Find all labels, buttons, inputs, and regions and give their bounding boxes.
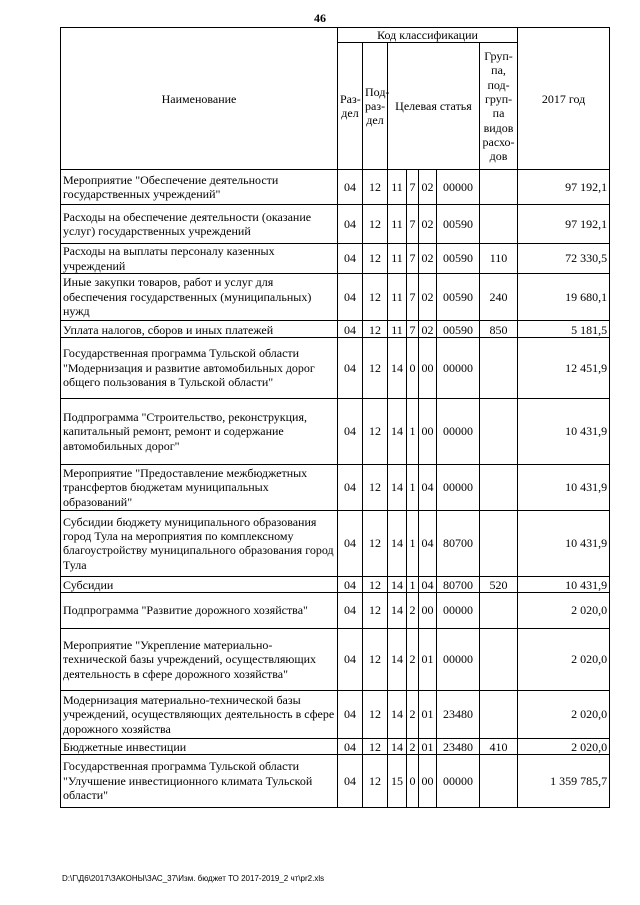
row-target-event: 02 [419, 205, 437, 244]
row-name: Мероприятие "Укрепление материально-технической базы учреждений, осуществляющих деятельность в сфере дорожного хозяйства" [61, 628, 338, 690]
row-target-program: 11 [388, 273, 407, 320]
row-expense-group: 410 [480, 738, 518, 754]
row-target-direction: 00000 [437, 592, 480, 628]
row-name: Бюджетные инвестиции [61, 738, 338, 754]
row-name: Иные закупки товаров, работ и услуг для обеспечения государственных (муниципальных) нужд [61, 273, 338, 320]
row-name: Субсидии [61, 576, 338, 592]
row-target-event: 01 [419, 628, 437, 690]
row-amount: 97 192,1 [518, 170, 610, 205]
row-target-subprogram: 1 [407, 464, 419, 510]
row-podrazdel: 12 [363, 510, 388, 576]
table-body [61, 170, 610, 808]
row-podrazdel: 12 [363, 576, 388, 592]
header-target-article: Целевая статья [388, 43, 480, 170]
row-amount: 10 431,9 [518, 398, 610, 464]
row-expense-group: 240 [480, 273, 518, 320]
row-target-subprogram: 7 [407, 244, 419, 274]
row-target-event: 00 [419, 398, 437, 464]
row-expense-group [480, 205, 518, 244]
row-amount: 10 431,9 [518, 464, 610, 510]
row-target-subprogram: 2 [407, 592, 419, 628]
row-razdel: 04 [338, 576, 363, 592]
row-target-subprogram: 2 [407, 628, 419, 690]
row-razdel: 04 [338, 337, 363, 398]
table-row [61, 205, 610, 244]
row-target-direction: 00000 [437, 628, 480, 690]
row-razdel: 04 [338, 398, 363, 464]
row-podrazdel: 12 [363, 337, 388, 398]
row-target-subprogram: 7 [407, 170, 419, 205]
header-razdel: Раз- дел [338, 43, 363, 170]
file-path-footer: D:\Г\Д6\2017\ЗАКОНЫ\ЗАС_37\Изм. бюджет ТО 2017-2019_2 чт\pr2.xls [62, 874, 325, 883]
row-podrazdel: 12 [363, 205, 388, 244]
budget-table [60, 27, 610, 808]
row-target-event: 02 [419, 320, 437, 337]
row-razdel: 04 [338, 754, 363, 807]
row-expense-group: 850 [480, 320, 518, 337]
row-target-event: 00 [419, 337, 437, 398]
table-row [61, 170, 610, 205]
row-target-event: 02 [419, 244, 437, 274]
row-target-event: 00 [419, 754, 437, 807]
row-target-program: 14 [388, 576, 407, 592]
row-target-program: 11 [388, 170, 407, 205]
row-target-program: 14 [388, 628, 407, 690]
header-podrazdel: Под- раз- дел [363, 43, 388, 170]
row-expense-group [480, 464, 518, 510]
row-podrazdel: 12 [363, 398, 388, 464]
row-target-direction: 00590 [437, 244, 480, 274]
row-name: Расходы на выплаты персоналу казенных учреждений [61, 244, 338, 274]
row-target-event: 04 [419, 464, 437, 510]
table-row [61, 464, 610, 510]
row-razdel: 04 [338, 690, 363, 738]
row-name: Расходы на обеспечение деятельности (оказание услуг) государственных учреждений [61, 205, 338, 244]
row-podrazdel: 12 [363, 320, 388, 337]
row-expense-group [480, 592, 518, 628]
row-razdel: 04 [338, 273, 363, 320]
row-target-program: 11 [388, 244, 407, 274]
row-target-event: 04 [419, 510, 437, 576]
row-target-direction: 00590 [437, 320, 480, 337]
row-target-program: 14 [388, 510, 407, 576]
row-amount: 5 181,5 [518, 320, 610, 337]
row-target-program: 14 [388, 398, 407, 464]
row-podrazdel: 12 [363, 690, 388, 738]
row-target-direction: 80700 [437, 510, 480, 576]
page-number: 46 [314, 11, 326, 25]
row-amount: 2 020,0 [518, 690, 610, 738]
row-target-direction: 00000 [437, 754, 480, 807]
row-razdel: 04 [338, 244, 363, 274]
row-target-event: 01 [419, 690, 437, 738]
table-row [61, 244, 610, 274]
row-target-program: 14 [388, 592, 407, 628]
row-razdel: 04 [338, 464, 363, 510]
row-podrazdel: 12 [363, 628, 388, 690]
row-expense-group [480, 170, 518, 205]
header-year: 2017 год [518, 28, 610, 170]
row-target-event: 02 [419, 273, 437, 320]
row-name: Мероприятие "Предоставление межбюджетных трансфертов бюджетам муниципальных образований" [61, 464, 338, 510]
row-razdel: 04 [338, 205, 363, 244]
row-target-program: 11 [388, 320, 407, 337]
row-podrazdel: 12 [363, 273, 388, 320]
row-expense-group [480, 398, 518, 464]
row-podrazdel: 12 [363, 170, 388, 205]
table-row [61, 592, 610, 628]
row-target-direction: 00000 [437, 337, 480, 398]
row-expense-group [480, 510, 518, 576]
row-amount: 10 431,9 [518, 510, 610, 576]
row-target-direction: 00590 [437, 273, 480, 320]
row-target-program: 11 [388, 205, 407, 244]
row-amount: 12 451,9 [518, 337, 610, 398]
table-row [61, 398, 610, 464]
row-expense-group: 110 [480, 244, 518, 274]
row-podrazdel: 12 [363, 464, 388, 510]
row-name: Модернизация материально-технической базы учреждений, осуществляющих деятельность в сфере дорожного хозяйства [61, 690, 338, 738]
row-target-direction: 00590 [437, 205, 480, 244]
header-classification: Код классификации [338, 28, 518, 43]
row-target-event: 01 [419, 738, 437, 754]
row-expense-group [480, 754, 518, 807]
row-target-subprogram: 0 [407, 754, 419, 807]
row-razdel: 04 [338, 320, 363, 337]
row-amount: 1 359 785,7 [518, 754, 610, 807]
row-name: Уплата налогов, сборов и иных платежей [61, 320, 338, 337]
row-target-direction: 23480 [437, 738, 480, 754]
row-razdel: 04 [338, 738, 363, 754]
row-target-program: 14 [388, 464, 407, 510]
row-razdel: 04 [338, 170, 363, 205]
row-name: Подпрограмма "Строительство, реконструкция, капитальный ремонт, ремонт и содержание автомобильных дорог" [61, 398, 338, 464]
row-amount: 10 431,9 [518, 576, 610, 592]
table-row [61, 320, 610, 337]
table-row [61, 754, 610, 807]
row-amount: 2 020,0 [518, 738, 610, 754]
row-podrazdel: 12 [363, 244, 388, 274]
row-expense-group [480, 337, 518, 398]
row-amount: 97 192,1 [518, 205, 610, 244]
row-target-program: 15 [388, 754, 407, 807]
row-amount: 2 020,0 [518, 628, 610, 690]
row-target-subprogram: 7 [407, 320, 419, 337]
row-target-subprogram: 1 [407, 510, 419, 576]
row-name: Государственная программа Тульской области "Улучшение инвестиционного климата Тульской области" [61, 754, 338, 807]
row-podrazdel: 12 [363, 754, 388, 807]
row-target-event: 00 [419, 592, 437, 628]
row-target-subprogram: 0 [407, 337, 419, 398]
header-group: Груп- па, под- груп- па видов расхо- дов [480, 43, 518, 170]
row-target-subprogram: 7 [407, 273, 419, 320]
table-header [61, 28, 610, 170]
row-amount: 19 680,1 [518, 273, 610, 320]
table-row [61, 273, 610, 320]
row-target-direction: 80700 [437, 576, 480, 592]
row-amount: 2 020,0 [518, 592, 610, 628]
row-target-direction: 00000 [437, 398, 480, 464]
row-target-subprogram: 1 [407, 398, 419, 464]
row-amount: 72 330,5 [518, 244, 610, 274]
table-row [61, 510, 610, 576]
row-name: Государственная программа Тульской области "Модернизация и развитие автомобильных дорог общего пользования в Тульской области" [61, 337, 338, 398]
row-razdel: 04 [338, 510, 363, 576]
table-row [61, 628, 610, 690]
row-target-subprogram: 2 [407, 738, 419, 754]
row-target-subprogram: 2 [407, 690, 419, 738]
row-podrazdel: 12 [363, 592, 388, 628]
row-expense-group: 520 [480, 576, 518, 592]
row-name: Субсидии бюджету муниципального образования город Тула на мероприятия по комплексному благоустройству муниципального образования город Тула [61, 510, 338, 576]
row-target-direction: 23480 [437, 690, 480, 738]
row-name: Мероприятие "Обеспечение деятельности государственных учреждений" [61, 170, 338, 205]
row-expense-group [480, 628, 518, 690]
row-target-direction: 00000 [437, 170, 480, 205]
row-podrazdel: 12 [363, 738, 388, 754]
row-target-program: 14 [388, 690, 407, 738]
table-row [61, 738, 610, 754]
row-razdel: 04 [338, 592, 363, 628]
row-target-event: 04 [419, 576, 437, 592]
row-target-subprogram: 1 [407, 576, 419, 592]
table-row [61, 690, 610, 738]
row-target-subprogram: 7 [407, 205, 419, 244]
header-name: Наименование [61, 28, 338, 170]
row-expense-group [480, 690, 518, 738]
row-target-program: 14 [388, 337, 407, 398]
row-target-event: 02 [419, 170, 437, 205]
row-name: Подпрограмма "Развитие дорожного хозяйства" [61, 592, 338, 628]
table-row [61, 337, 610, 398]
row-target-program: 14 [388, 738, 407, 754]
row-razdel: 04 [338, 628, 363, 690]
row-target-direction: 00000 [437, 464, 480, 510]
table-row [61, 576, 610, 592]
